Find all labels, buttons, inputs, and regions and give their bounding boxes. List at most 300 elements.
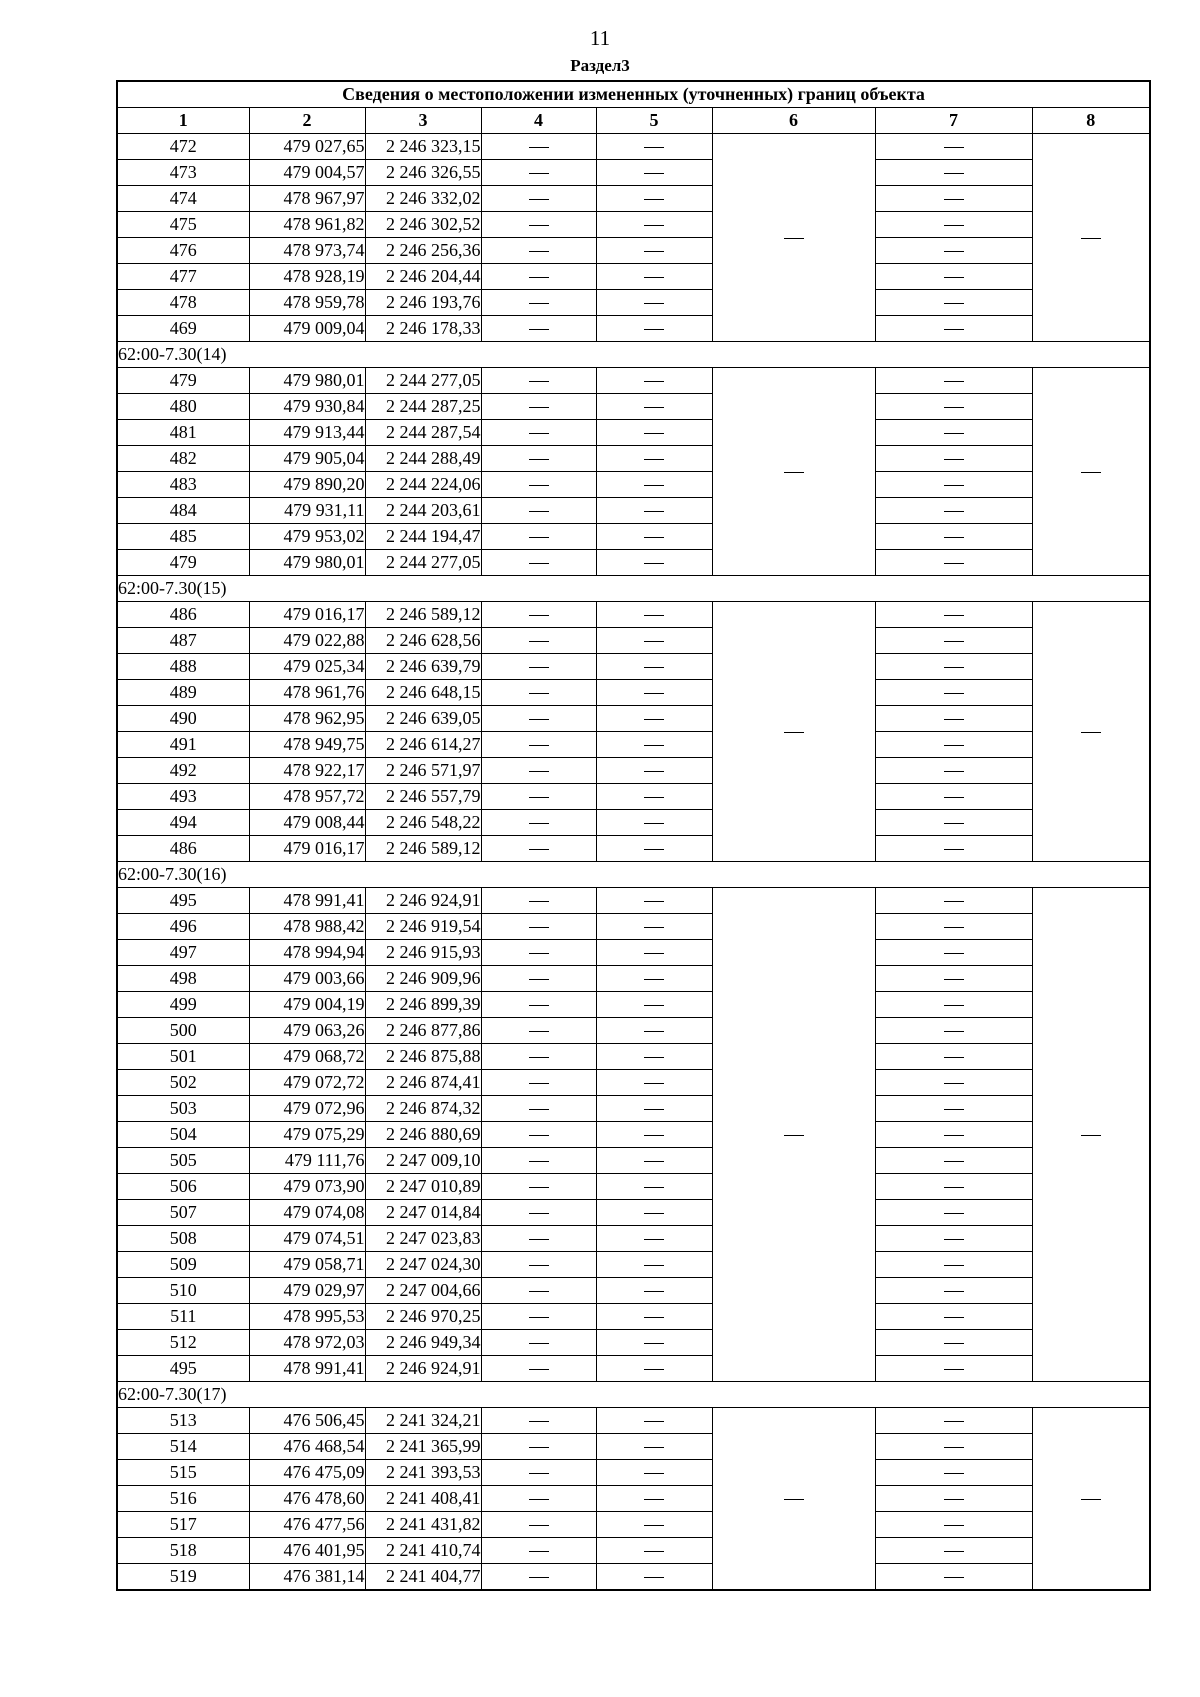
point-number-cell: 486	[117, 602, 249, 628]
parcel-group-row	[117, 1382, 1150, 1408]
dash-mark	[944, 407, 964, 408]
column-4-cell	[481, 1148, 596, 1174]
dash-mark	[529, 511, 549, 512]
y-coordinate-cell: 2 246 548,22	[365, 810, 481, 836]
table-caption-row	[117, 81, 1150, 108]
point-number-cell: 489	[117, 680, 249, 706]
column-7-cell	[875, 1356, 1032, 1382]
dash-mark	[944, 1187, 964, 1188]
y-coordinate-cell: 2 246 302,52	[365, 212, 481, 238]
parcel-group-label: 62:00-7.30(17)	[117, 1382, 1150, 1408]
dash-mark	[944, 1551, 964, 1552]
dash-mark	[944, 433, 964, 434]
column-7-cell	[875, 836, 1032, 862]
point-number-cell: 474	[117, 186, 249, 212]
table-row	[117, 810, 1150, 836]
column-5-cell	[596, 1486, 712, 1512]
y-coordinate-cell: 2 246 639,79	[365, 654, 481, 680]
dash-mark	[529, 1421, 549, 1422]
column-7-cell	[875, 498, 1032, 524]
column-5-cell	[596, 1278, 712, 1304]
page-number: 11	[589, 26, 611, 50]
x-coordinate-cell: 478 967,97	[249, 186, 365, 212]
dash-mark	[644, 1291, 664, 1292]
dash-mark	[1081, 238, 1101, 239]
point-number-cell: 481	[117, 420, 249, 446]
table-row	[117, 446, 1150, 472]
y-coordinate-cell: 2 246 557,79	[365, 784, 481, 810]
column-4-cell	[481, 1538, 596, 1564]
column-4-cell	[481, 732, 596, 758]
dash-mark	[644, 849, 664, 850]
column-7-cell	[875, 1330, 1032, 1356]
column-4-cell	[481, 1096, 596, 1122]
dash-mark	[529, 251, 549, 252]
column-5-cell	[596, 810, 712, 836]
y-coordinate-cell: 2 246 970,25	[365, 1304, 481, 1330]
point-number-cell: 518	[117, 1538, 249, 1564]
column-header: 1	[117, 108, 249, 134]
dash-mark	[529, 303, 549, 304]
dash-mark	[644, 823, 664, 824]
column-4-cell	[481, 238, 596, 264]
column-4-cell	[481, 212, 596, 238]
column-7-cell	[875, 1460, 1032, 1486]
point-number-cell: 506	[117, 1174, 249, 1200]
y-coordinate-cell: 2 244 224,06	[365, 472, 481, 498]
y-coordinate-cell: 2 247 023,83	[365, 1226, 481, 1252]
table-row	[117, 1486, 1150, 1512]
dash-mark	[944, 693, 964, 694]
table-row	[117, 550, 1150, 576]
x-coordinate-cell: 479 980,01	[249, 550, 365, 576]
dash-mark	[644, 641, 664, 642]
column-4-cell	[481, 186, 596, 212]
dash-mark	[644, 277, 664, 278]
column-7-cell	[875, 1200, 1032, 1226]
column-4-cell	[481, 524, 596, 550]
column-5-cell	[596, 1330, 712, 1356]
dash-mark	[944, 485, 964, 486]
dash-mark	[529, 1291, 549, 1292]
table-body	[117, 134, 1150, 1591]
dash-mark	[944, 979, 964, 980]
table-row	[117, 1226, 1150, 1252]
column-7-cell	[875, 394, 1032, 420]
point-number-cell: 478	[117, 290, 249, 316]
column-7-cell	[875, 1564, 1032, 1591]
dash-mark	[644, 901, 664, 902]
dash-mark	[784, 1135, 804, 1136]
dash-mark	[944, 1499, 964, 1500]
table-row	[117, 680, 1150, 706]
dash-mark	[944, 1447, 964, 1448]
column-7-cell	[875, 160, 1032, 186]
dash-mark	[529, 1525, 549, 1526]
column-5-cell	[596, 966, 712, 992]
x-coordinate-cell: 479 016,17	[249, 836, 365, 862]
dash-mark	[529, 485, 549, 486]
dash-mark	[644, 1239, 664, 1240]
table-row	[117, 914, 1150, 940]
y-coordinate-cell: 2 246 326,55	[365, 160, 481, 186]
x-coordinate-cell: 478 949,75	[249, 732, 365, 758]
dash-mark	[529, 1447, 549, 1448]
dash-mark	[944, 745, 964, 746]
y-coordinate-cell: 2 244 288,49	[365, 446, 481, 472]
dash-mark	[529, 459, 549, 460]
dash-mark	[784, 732, 804, 733]
table-row	[117, 1356, 1150, 1382]
y-coordinate-cell: 2 246 915,93	[365, 940, 481, 966]
column-6-merged-cell	[712, 602, 875, 862]
point-number-cell: 491	[117, 732, 249, 758]
section-title: Раздел3	[570, 56, 630, 75]
y-coordinate-cell: 2 241 404,77	[365, 1564, 481, 1591]
column-5-cell	[596, 472, 712, 498]
x-coordinate-cell: 479 058,71	[249, 1252, 365, 1278]
dash-mark	[529, 1031, 549, 1032]
column-7-cell	[875, 186, 1032, 212]
dash-mark	[644, 719, 664, 720]
column-7-cell	[875, 1408, 1032, 1434]
dash-mark	[529, 381, 549, 382]
table-row	[117, 732, 1150, 758]
column-5-cell	[596, 1174, 712, 1200]
x-coordinate-cell: 479 016,17	[249, 602, 365, 628]
column-4-cell	[481, 888, 596, 914]
column-4-cell	[481, 1174, 596, 1200]
column-5-cell	[596, 420, 712, 446]
table-row	[117, 160, 1150, 186]
column-4-cell	[481, 1408, 596, 1434]
dash-mark	[529, 537, 549, 538]
column-5-cell	[596, 836, 712, 862]
dash-mark	[944, 797, 964, 798]
dash-mark	[644, 797, 664, 798]
column-5-cell	[596, 446, 712, 472]
table-row	[117, 940, 1150, 966]
column-7-cell	[875, 654, 1032, 680]
column-8-merged-cell	[1032, 1408, 1150, 1591]
table-row	[117, 394, 1150, 420]
dash-mark	[944, 1421, 964, 1422]
dash-mark	[644, 381, 664, 382]
dash-mark	[644, 199, 664, 200]
dash-mark	[944, 823, 964, 824]
point-number-cell: 490	[117, 706, 249, 732]
point-number-cell: 477	[117, 264, 249, 290]
y-coordinate-cell: 2 246 204,44	[365, 264, 481, 290]
dash-mark	[944, 1317, 964, 1318]
y-coordinate-cell: 2 246 256,36	[365, 238, 481, 264]
dash-mark	[944, 1239, 964, 1240]
x-coordinate-cell: 479 004,57	[249, 160, 365, 186]
column-7-cell	[875, 420, 1032, 446]
dash-mark	[784, 1499, 804, 1500]
table-row	[117, 1304, 1150, 1330]
dash-mark	[529, 1135, 549, 1136]
dash-mark	[944, 225, 964, 226]
y-coordinate-cell: 2 246 874,41	[365, 1070, 481, 1096]
dash-mark	[529, 1005, 549, 1006]
column-4-cell	[481, 1226, 596, 1252]
table-row	[117, 784, 1150, 810]
column-5-cell	[596, 212, 712, 238]
y-coordinate-cell: 2 247 009,10	[365, 1148, 481, 1174]
dash-mark	[529, 667, 549, 668]
dash-mark	[529, 1109, 549, 1110]
y-coordinate-cell: 2 244 277,05	[365, 550, 481, 576]
point-number-cell: 514	[117, 1434, 249, 1460]
x-coordinate-cell: 479 074,08	[249, 1200, 365, 1226]
dash-mark	[944, 771, 964, 772]
y-coordinate-cell: 2 246 874,32	[365, 1096, 481, 1122]
column-5-cell	[596, 368, 712, 394]
x-coordinate-cell: 479 025,34	[249, 654, 365, 680]
column-4-cell	[481, 810, 596, 836]
dash-mark	[944, 1525, 964, 1526]
point-number-cell: 504	[117, 1122, 249, 1148]
column-4-cell	[481, 1304, 596, 1330]
column-4-cell	[481, 914, 596, 940]
column-5-cell	[596, 1304, 712, 1330]
dash-mark	[529, 1213, 549, 1214]
column-5-cell	[596, 992, 712, 1018]
table-row	[117, 524, 1150, 550]
dash-mark	[644, 1473, 664, 1474]
dash-mark	[784, 472, 804, 473]
dash-mark	[644, 1083, 664, 1084]
point-number-cell: 508	[117, 1226, 249, 1252]
x-coordinate-cell: 476 477,56	[249, 1512, 365, 1538]
dash-mark	[644, 225, 664, 226]
parcel-group-label: 62:00-7.30(15)	[117, 576, 1150, 602]
dash-mark	[644, 1577, 664, 1578]
table-row	[117, 966, 1150, 992]
dash-mark	[644, 433, 664, 434]
column-7-cell	[875, 1070, 1032, 1096]
column-5-cell	[596, 394, 712, 420]
parcel-group-row	[117, 576, 1150, 602]
y-coordinate-cell: 2 244 287,54	[365, 420, 481, 446]
x-coordinate-cell: 479 072,72	[249, 1070, 365, 1096]
column-7-cell	[875, 602, 1032, 628]
column-5-cell	[596, 1122, 712, 1148]
column-4-cell	[481, 1330, 596, 1356]
x-coordinate-cell: 476 475,09	[249, 1460, 365, 1486]
dash-mark	[644, 1369, 664, 1370]
point-number-cell: 509	[117, 1252, 249, 1278]
dash-mark	[644, 979, 664, 980]
y-coordinate-cell: 2 246 919,54	[365, 914, 481, 940]
point-number-cell: 511	[117, 1304, 249, 1330]
table-row	[117, 1252, 1150, 1278]
dash-mark	[944, 381, 964, 382]
x-coordinate-cell: 476 468,54	[249, 1434, 365, 1460]
column-4-cell	[481, 394, 596, 420]
column-4-cell	[481, 472, 596, 498]
dash-mark	[529, 1161, 549, 1162]
x-coordinate-cell: 478 994,94	[249, 940, 365, 966]
column-8-merged-cell	[1032, 368, 1150, 576]
dash-mark	[529, 979, 549, 980]
table-row	[117, 1330, 1150, 1356]
x-coordinate-cell: 478 957,72	[249, 784, 365, 810]
point-number-cell: 500	[117, 1018, 249, 1044]
table-row	[117, 1460, 1150, 1486]
point-number-cell: 493	[117, 784, 249, 810]
dash-mark	[529, 1499, 549, 1500]
column-5-cell	[596, 1044, 712, 1070]
dash-mark	[1081, 1499, 1101, 1500]
dash-mark	[1081, 472, 1101, 473]
dash-mark	[644, 537, 664, 538]
dash-mark	[529, 1551, 549, 1552]
point-number-cell: 484	[117, 498, 249, 524]
table-row	[117, 316, 1150, 342]
column-4-cell	[481, 966, 596, 992]
table-row	[117, 888, 1150, 914]
column-header: 7	[875, 108, 1032, 134]
column-4-cell	[481, 550, 596, 576]
dash-mark	[944, 1369, 964, 1370]
y-coordinate-cell: 2 246 178,33	[365, 316, 481, 342]
point-number-cell: 502	[117, 1070, 249, 1096]
dash-mark	[644, 1551, 664, 1552]
point-number-cell: 495	[117, 888, 249, 914]
column-4-cell	[481, 498, 596, 524]
x-coordinate-cell: 478 959,78	[249, 290, 365, 316]
column-4-cell	[481, 1278, 596, 1304]
table-row	[117, 212, 1150, 238]
parcel-group-row	[117, 342, 1150, 368]
dash-mark	[644, 927, 664, 928]
dash-mark	[529, 745, 549, 746]
dash-mark	[644, 329, 664, 330]
x-coordinate-cell: 478 988,42	[249, 914, 365, 940]
column-8-merged-cell	[1032, 134, 1150, 342]
column-7-cell	[875, 680, 1032, 706]
x-coordinate-cell: 476 401,95	[249, 1538, 365, 1564]
table-row	[117, 368, 1150, 394]
point-number-cell: 510	[117, 1278, 249, 1304]
x-coordinate-cell: 479 075,29	[249, 1122, 365, 1148]
parcel-group-label: 62:00-7.30(14)	[117, 342, 1150, 368]
table-row	[117, 1200, 1150, 1226]
column-5-cell	[596, 1200, 712, 1226]
dash-mark	[644, 745, 664, 746]
column-4-cell	[481, 420, 596, 446]
point-number-cell: 472	[117, 134, 249, 160]
dash-mark	[644, 303, 664, 304]
point-number-cell: 513	[117, 1408, 249, 1434]
table-row	[117, 1018, 1150, 1044]
x-coordinate-cell: 479 029,97	[249, 1278, 365, 1304]
dash-mark	[529, 927, 549, 928]
dash-mark	[944, 173, 964, 174]
point-number-cell: 516	[117, 1486, 249, 1512]
dash-mark	[529, 433, 549, 434]
column-5-cell	[596, 706, 712, 732]
dash-mark	[529, 797, 549, 798]
column-5-cell	[596, 680, 712, 706]
column-7-cell	[875, 758, 1032, 784]
column-5-cell	[596, 134, 712, 160]
y-coordinate-cell: 2 246 949,34	[365, 1330, 481, 1356]
point-number-cell: 515	[117, 1460, 249, 1486]
dash-mark	[944, 1213, 964, 1214]
column-8-merged-cell	[1032, 602, 1150, 862]
point-number-cell: 505	[117, 1148, 249, 1174]
column-4-cell	[481, 1460, 596, 1486]
column-4-cell	[481, 836, 596, 862]
point-number-cell: 503	[117, 1096, 249, 1122]
table-row	[117, 654, 1150, 680]
column-5-cell	[596, 160, 712, 186]
x-coordinate-cell: 478 972,03	[249, 1330, 365, 1356]
column-header: 2	[249, 108, 365, 134]
x-coordinate-cell: 476 478,60	[249, 1486, 365, 1512]
column-5-cell	[596, 238, 712, 264]
point-number-cell: 485	[117, 524, 249, 550]
y-coordinate-cell: 2 244 203,61	[365, 498, 481, 524]
dash-mark	[944, 277, 964, 278]
x-coordinate-cell: 478 961,82	[249, 212, 365, 238]
column-4-cell	[481, 368, 596, 394]
dash-mark	[644, 1187, 664, 1188]
column-5-cell	[596, 1434, 712, 1460]
y-coordinate-cell: 2 246 323,15	[365, 134, 481, 160]
dash-mark	[944, 563, 964, 564]
column-7-cell	[875, 1252, 1032, 1278]
table-row	[117, 758, 1150, 784]
column-7-cell	[875, 446, 1032, 472]
point-number-cell: 494	[117, 810, 249, 836]
column-number-row	[117, 108, 1150, 134]
column-4-cell	[481, 628, 596, 654]
column-4-cell	[481, 1512, 596, 1538]
point-number-cell: 483	[117, 472, 249, 498]
dash-mark	[644, 1213, 664, 1214]
point-number-cell: 517	[117, 1512, 249, 1538]
column-5-cell	[596, 628, 712, 654]
dash-mark	[944, 511, 964, 512]
column-7-cell	[875, 810, 1032, 836]
dash-mark	[944, 199, 964, 200]
y-coordinate-cell: 2 246 571,97	[365, 758, 481, 784]
column-header: 3	[365, 108, 481, 134]
y-coordinate-cell: 2 244 287,25	[365, 394, 481, 420]
column-7-cell	[875, 628, 1032, 654]
column-6-merged-cell	[712, 1408, 875, 1591]
column-5-cell	[596, 654, 712, 680]
dash-mark	[644, 173, 664, 174]
column-7-cell	[875, 706, 1032, 732]
dash-mark	[529, 1187, 549, 1188]
column-4-cell	[481, 1044, 596, 1070]
dash-mark	[644, 1031, 664, 1032]
table-caption: Сведения о местоположении измененных (уточненных) границ объекта	[117, 81, 1150, 108]
column-5-cell	[596, 1538, 712, 1564]
column-7-cell	[875, 1538, 1032, 1564]
dash-mark	[529, 199, 549, 200]
y-coordinate-cell: 2 241 393,53	[365, 1460, 481, 1486]
column-7-cell	[875, 732, 1032, 758]
dash-mark	[784, 238, 804, 239]
column-5-cell	[596, 1070, 712, 1096]
table-row	[117, 836, 1150, 862]
